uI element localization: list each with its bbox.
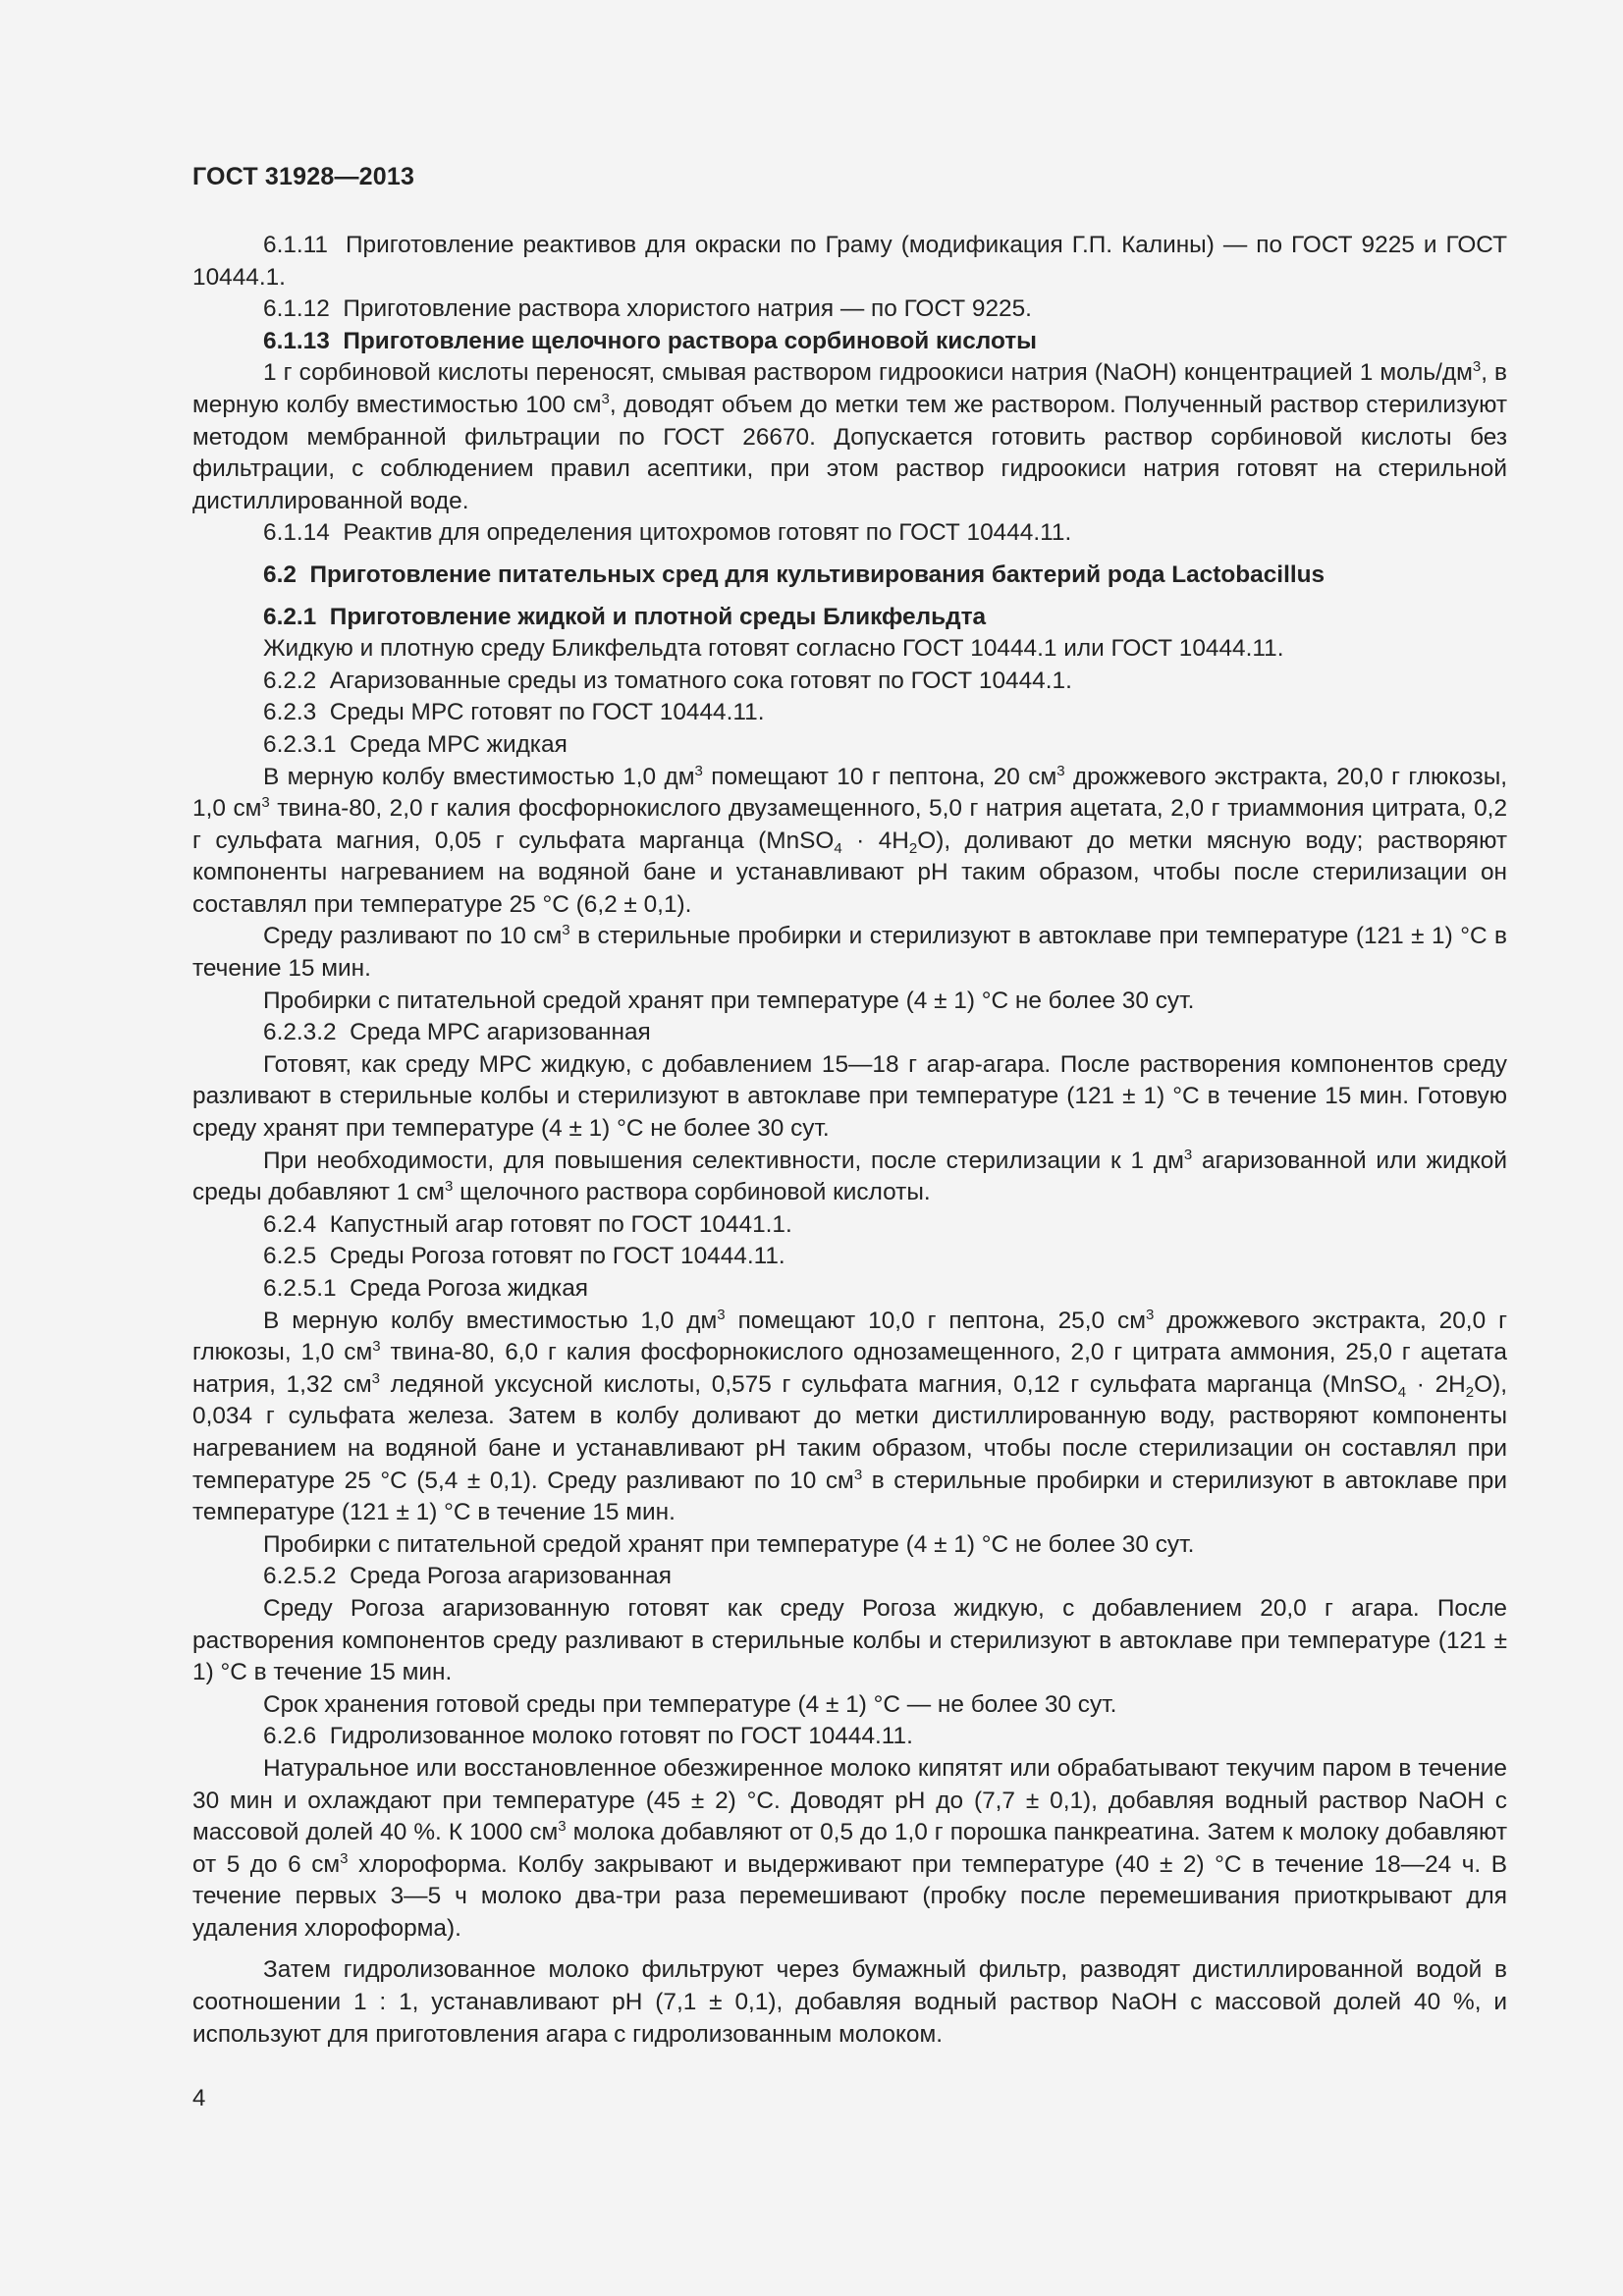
- paragraph: Среду Рогоза агаризованную готовят как среду Рогоза жидкую, с добавлением 20,0 г агара. После растворения компонентов среду разливают в стерильные колбы и стерилизуют в автоклаве при температуре (121 ± 1) °С в течение 15 мин.: [192, 1594, 1507, 1686]
- section-heading: 6.2 Приготовление питательных сред для культивирования бактерий рода Lactobacillus: [263, 561, 1325, 588]
- document-body: [192, 230, 1507, 2051]
- page-number: 4: [192, 2085, 206, 2111]
- paragraph: В мерную колбу вместимостью 1,0 $дм^3$ помещают 10,0 г пептона, 25,0 $см^3$ дрожжевого экстракта, 20,0 г глюкозы, 1,0 $см^3$ твина-80, 6,0 г калия фосфорнокислого однозамещенного, 2,0 г цитрата аммония, 25,0 г ацетата натрия, 1,32 $см^3$ ледяной уксусной кислоты, 0,575 г сульфата магния, 0,12 г сульфата марганца (MnSO$_4$ · $2H_2O$), 0,034 г сульфата железа. Затем в колбу доливают до метки дистиллированную воду, растворяют компоненты нагреванием на водяной бане и устанавливают pH таким образом, чтобы после стерилизации он составлял при температуре 25 °С (5,4 ± 0,1). Среду разливают по 10 $см^3$ в стерильные пробирки и стерилизуют в автоклаве при температуре (121 ± 1) °С в течение 15 мин.: [192, 1306, 1507, 1526]
- paragraph: Срок хранения готовой среды при температуре (4 ± 1) °С — не более 30 сут.: [263, 1690, 1117, 1718]
- paragraph: 6.2.5.1 Среда Рогоза жидкая: [263, 1275, 589, 1302]
- paragraph: Натуральное или восстановленное обезжиренное молоко кипятят или обрабатывают текучим паром в течение 30 мин и охлаждают при температуре (45 ± 2) °С. Доводят pH до (7,7 ± 0,1), добавляя водный раствор NaOH с массовой долей 40 %. К 1000 $см^3$ молока добавляют от 0,5 до 1,0 г порошка панкреатина. Затем к молоку добавляют от 5 до 6 $см^3$ хлороформа. Колбу закрывают и выдерживают при температуре (40 ± 2) °С в течение 18—24 ч. В течение первых 3—5 ч молоко два-три раза перемешивают (пробку после перемешивания приоткрывают для удаления хлороформа).: [192, 1754, 1507, 1942]
- paragraph: 6.1.11 Приготовление реактивов для окраски по Граму (модификация Г.П. Калины) — по ГОСТ 9225 и ГОСТ 10444.1.: [192, 232, 1507, 291]
- paragraph: Жидкую и плотную среду Бликфельдта готовят согласно ГОСТ 10444.1 или ГОСТ 10444.11.: [263, 635, 1284, 663]
- paragraph: Затем гидролизованное молоко фильтруют через бумажный фильтр, разводят дистиллированной водой в соотношении 1 : 1, устанавливают pH (7,1 ± 0,1), добавляя водный раствор NaOH с массовой долей 40 %, и используют для приготовления агара с гидролизованным молоком.: [192, 1956, 1507, 2048]
- paragraph: 6.2.3.2 Среда МРС агаризованная: [263, 1019, 651, 1046]
- paragraph: В мерную колбу вместимостью 1,0 $дм^3$ помещают 10 г пептона, 20 $см^3$ дрожжевого экстракта, 20,0 г глюкозы, 1,0 $см^3$ твина-80, 2,0 г калия фосфорнокислого двузамещенного, 5,0 г натрия ацетата, 2,0 г триаммония цитрата, 0,2 г сульфата магния, 0,05 г сульфата марганца (MnSO$_4$ · $4H_2O$), доливают до метки мясную воду; растворяют компоненты нагреванием на водяной бане и устанавливают pH таким образом, чтобы после стерилизации он составлял при температуре 25 °С (6,2 ± 0,1).: [192, 762, 1508, 918]
- section-heading: 6.2.1 Приготовление жидкой и плотной среды Бликфельдта: [263, 603, 987, 630]
- paragraph: 6.1.14 Реактив для определения цитохромов готовят по ГОСТ 10444.11.: [263, 519, 1072, 547]
- paragraph: 6.2.3 Среды МРС готовят по ГОСТ 10444.11.: [263, 699, 765, 726]
- paragraph: Готовят, как среду МРС жидкую, с добавлением 15—18 г агар-агара. После растворения компонентов среду разливают в стерильные колбы и стерилизуют в автоклаве при температуре (121 ± 1) °С в течение 15 мин. Готовую среду хранят при температуре (4 ± 1) °С не более 30 сут.: [192, 1050, 1507, 1143]
- paragraph: Среду разливают по 10 $см^3$ в стерильные пробирки и стерилизуют в автоклаве при температуре (121 ± 1) °С в течение 15 мин.: [192, 922, 1508, 983]
- paragraph: 6.2.3.1 Среда МРС жидкая: [263, 730, 568, 758]
- paragraph: 6.2.2 Агаризованные среды из томатного сока готовят по ГОСТ 10444.1.: [263, 667, 1072, 694]
- paragraph: 6.2.4 Капустный агар готовят по ГОСТ 10441.1.: [263, 1210, 792, 1238]
- section-heading: 6.1.13 Приготовление щелочного раствора сорбиновой кислоты: [263, 327, 1038, 354]
- paragraph: 6.2.6 Гидролизованное молоко готовят по ГОСТ 10444.11.: [263, 1723, 913, 1750]
- document-header: ГОСТ 31928—2013: [192, 163, 415, 190]
- paragraph: 6.2.5.2 Среда Рогоза агаризованная: [263, 1563, 672, 1590]
- paragraph: Пробирки с питательной средой хранят при температуре (4 ± 1) °С не более 30 сут.: [263, 1530, 1195, 1558]
- paragraph: 1 г сорбиновой кислоты переносят, смывая раствором гидроокиси натрия (NaOH) концентрацией 1 моль/$дм^3$, в мерную колбу вместимостью 100 $см^3$, доводят объем до метки тем же раствором. Полученный раствор стерилизуют методом мембранной фильтрации по ГОСТ 26670. Допускается готовить раствор сорбиновой кислоты без фильтрации, с соблюдением правил асептики, при этом раствор гидроокиси натрия готовят на стерильной дистиллированной воде.: [192, 358, 1507, 514]
- paragraph: Пробирки с питательной средой хранят при температуре (4 ± 1) °С не более 30 сут.: [263, 987, 1195, 1014]
- paragraph: При необходимости, для повышения селективности, после стерилизации к 1 $дм^3$ агаризованной или жидкой среды добавляют 1 $см^3$ щелочного раствора сорбиновой кислоты.: [192, 1146, 1507, 1206]
- paragraph: 6.2.5 Среды Рогоза готовят по ГОСТ 10444.11.: [263, 1243, 785, 1270]
- paragraph: 6.1.12 Приготовление раствора хлористого натрия — по ГОСТ 9225.: [263, 295, 1032, 323]
